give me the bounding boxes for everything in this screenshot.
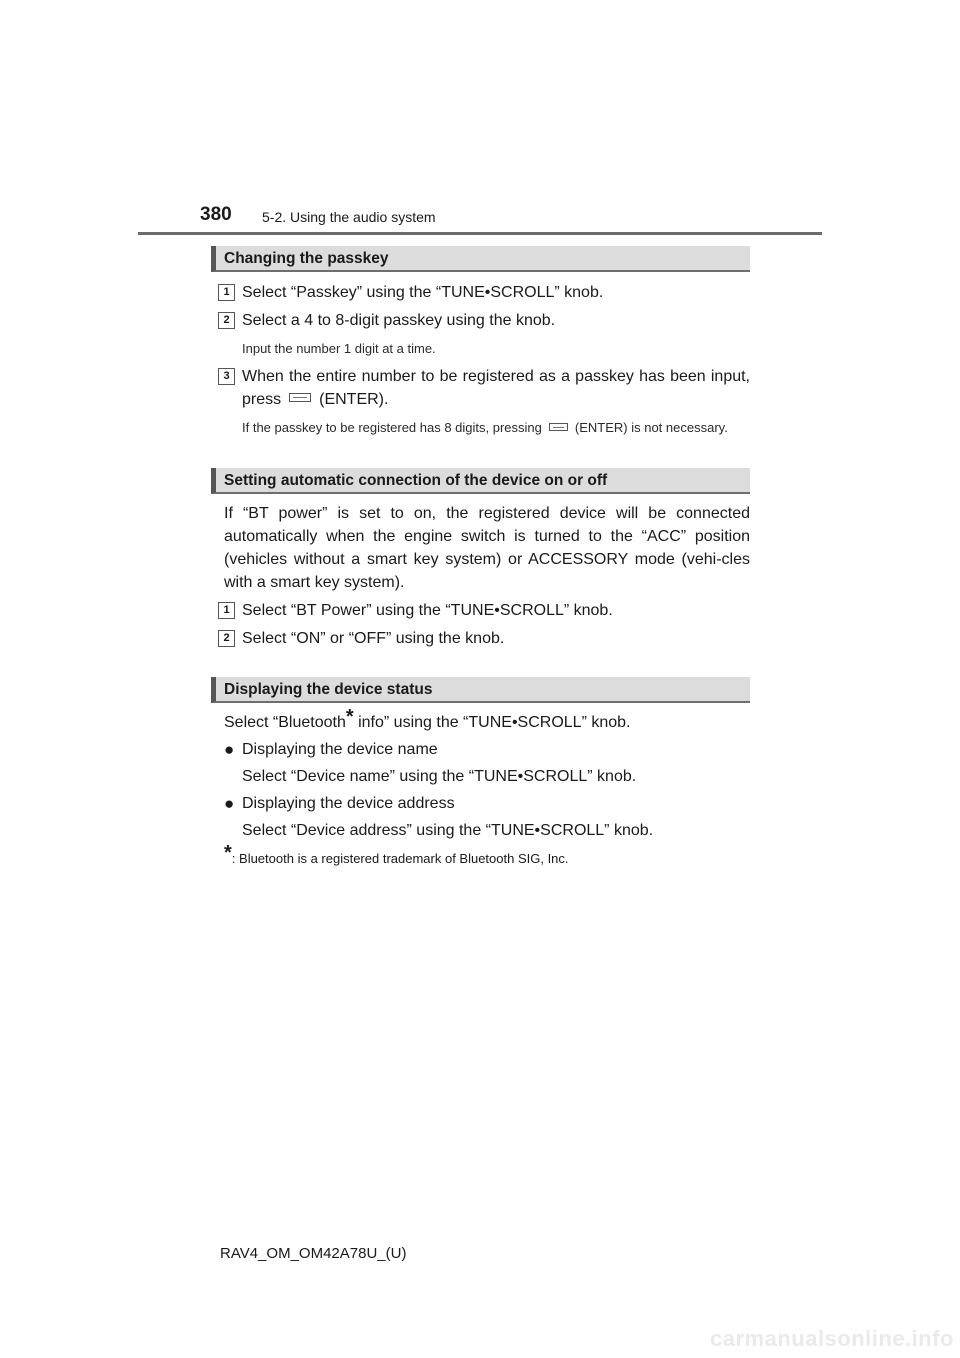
passkey-step-2 — [211, 309, 750, 332]
auto-connect-step-1 — [211, 599, 750, 622]
step-number: 1 — [218, 284, 235, 301]
step-number: 3 — [218, 368, 235, 385]
enter-key-icon — [289, 393, 311, 402]
intro-text-suffix: info” using the “TUNE•SCROLL” knob. — [353, 714, 631, 731]
passkey-note-digit: Input the number 1 digit at a time. — [242, 341, 436, 356]
section-heading-auto-connect: Setting automatic connection of the device on or off — [211, 468, 750, 494]
passkey-note-eight-digits — [211, 417, 750, 438]
note-text-suffix: (ENTER) is not necessary. — [574, 420, 728, 435]
bullet-dot-icon: ● — [224, 740, 235, 759]
section-label: 5-2. Using the audio system — [262, 209, 436, 225]
step-number: 2 — [218, 312, 235, 329]
footnote-text: : Bluetooth is a registered trademark of Bluetooth SIG, Inc. — [231, 851, 569, 866]
bullet-dot-icon: ● — [224, 794, 235, 813]
document-code: RAV4_OM_OM42A78U_(U) — [220, 1245, 407, 1262]
passkey-step-1 — [211, 281, 750, 304]
enter-key-icon — [549, 423, 568, 431]
bullet-title: Displaying the device address — [242, 795, 455, 812]
auto-connect-step-2 — [211, 627, 750, 650]
note-text: If the passkey to be registered has 8 digits, pressing — [242, 420, 542, 435]
header-rule — [138, 232, 822, 235]
bullet-device-name-instruction: Select “Device name” using the “TUNE•SCROLL” knob. — [242, 768, 637, 785]
device-status-intro — [211, 706, 750, 734]
trademark-footnote — [211, 842, 750, 869]
section-heading-passkey: Changing the passkey — [211, 246, 750, 272]
passkey-step-3 — [211, 365, 750, 411]
intro-text: Select “Bluetooth — [224, 714, 346, 731]
page-number: 380 — [200, 204, 232, 225]
bullet-device-address — [211, 792, 750, 815]
footnote-marker: * — [345, 706, 354, 728]
step-number: 2 — [218, 630, 235, 647]
bullet-device-address-instruction: Select “Device address” using the “TUNE•SCROLL” knob. — [242, 822, 654, 839]
page-content — [211, 246, 750, 869]
auto-connect-intro: If “BT power” is set to on, the registered device will be connected automatically when the engine switch is turned to the “ACC” position (vehicles without a smart key system) or ACCESSORY mode (vehi-cles with a smart key system). — [224, 505, 750, 591]
step-text: Select “Passkey” using the “TUNE•SCROLL” knob. — [242, 284, 604, 301]
site-watermark: carmanualsonline.info — [710, 1326, 954, 1351]
step-text: When the entire number to be registered as a passkey has been input, press — [242, 368, 750, 408]
step-number: 1 — [218, 602, 235, 619]
step-text: Select “BT Power” using the “TUNE•SCROLL” knob. — [242, 602, 613, 619]
step-text: Select a 4 to 8-digit passkey using the knob. — [242, 312, 556, 329]
bullet-device-name — [211, 738, 750, 761]
step-text-suffix: (ENTER). — [319, 391, 389, 408]
step-text: Select “ON” or “OFF” using the knob. — [242, 630, 505, 647]
section-heading-device-status: Displaying the device status — [211, 677, 750, 703]
footnote-marker: * — [224, 842, 232, 864]
bullet-title: Displaying the device name — [242, 741, 438, 758]
